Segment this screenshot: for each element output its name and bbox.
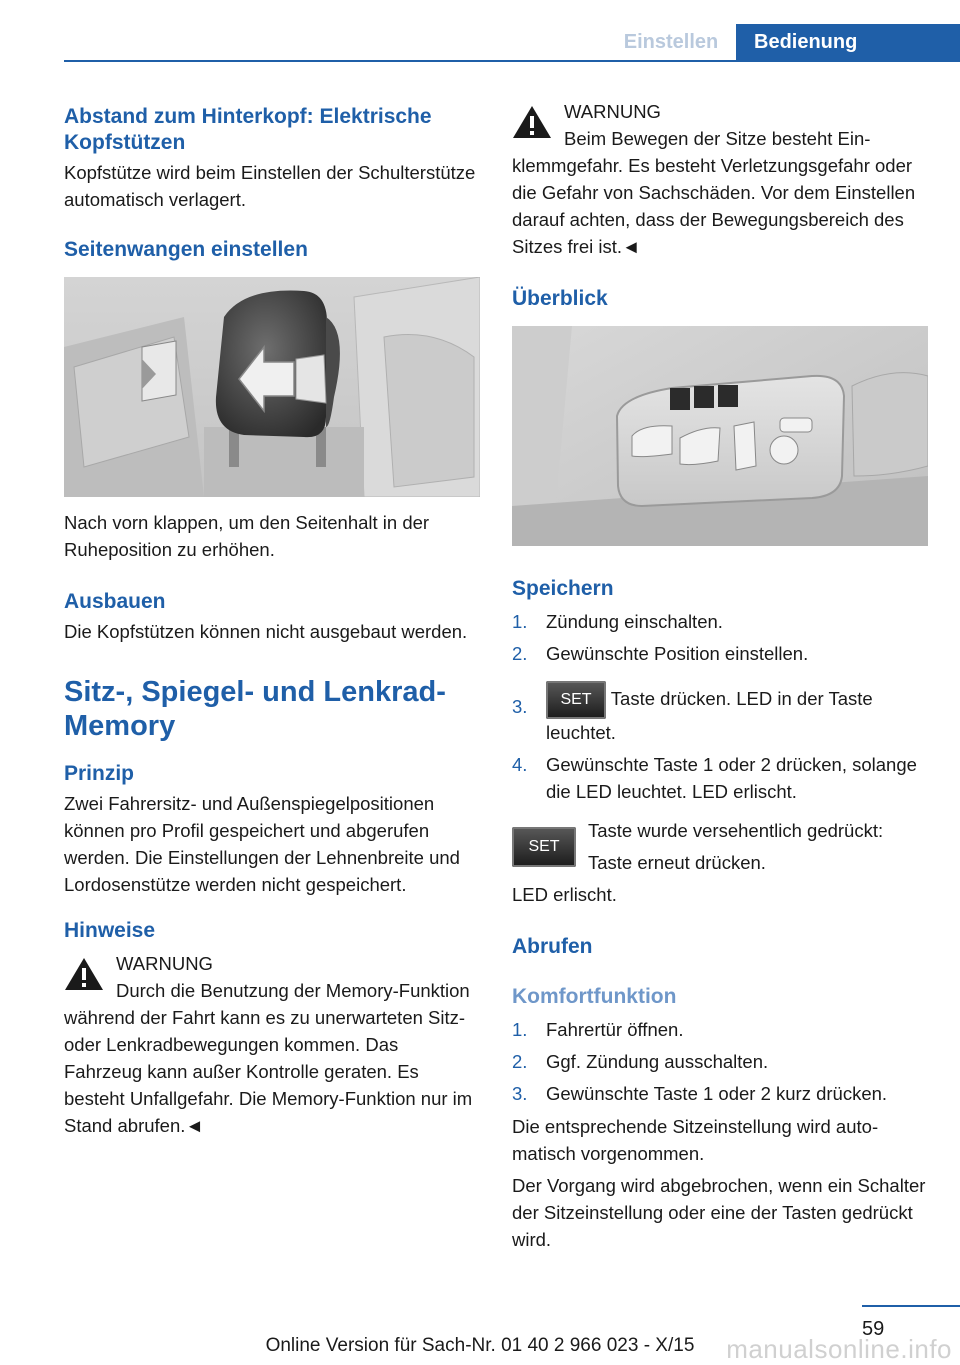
set-button-icon: SET [512,827,576,867]
list-number: 2. [512,643,528,664]
speichern-steps [512,608,928,805]
heading-seitenwangen: Seitenwangen einstellen [64,238,308,261]
paragraph-klappen: Nach vorn klappen, um den Seitenhalt in der Ruheposition zu erhöhen. [64,512,430,560]
warning-title: WARNUNG [564,101,661,122]
list-item [512,751,928,805]
list-item [512,640,928,667]
watermark: manualsonline.info [726,1334,952,1364]
list-number: 3. [512,1083,528,1104]
list-item [512,608,928,635]
header-rule [64,60,960,62]
note-line-3: LED erlischt. [512,884,617,905]
heading-memory: Sitz-, Spiegel- und Lenkrad-Memory [64,676,446,742]
list-item [512,1080,928,1107]
footer-rule [862,1305,960,1307]
heading-hinweise: Hinweise [64,919,156,942]
list-text: Zündung einschalten. [546,611,723,632]
warning-text-body: Beim Bewegen der Sitze besteht Einklemmgefahr. Es besteht Verletzungsgefahr oder die Gefahr von Sachschäden. Vor dem Einstellen darauf achten, dass der Bewegungsbereich des Sitzes frei ist.◄ [512,128,916,257]
tab-einstellen[interactable]: Einstellen [623,31,719,53]
list-text: Ggf. Zündung ausschalten. [546,1051,769,1072]
warning-icon [64,956,104,992]
online-version-text: Online Version für Sach-Nr. 01 40 2 966 023 - X/15 [265,1335,695,1356]
note-set [512,817,928,879]
list-number: 2. [512,1051,528,1072]
warning-text [512,125,928,260]
list-item [512,681,928,746]
list-text: Fahrertür öffnen. [546,1019,684,1040]
warning-memory [64,950,480,1139]
headrest-illustration [64,277,480,497]
note-line-2: Taste erneut drücken. [588,852,766,873]
list-number: 3. [512,696,528,717]
heading-speichern: Speichern [512,577,614,600]
heading-abrufen: Abrufen [512,935,593,958]
list-text: Gewünschte Taste 1 oder 2 drücken, solange die LED leuchtet. LED erlischt. [546,754,917,802]
note-line-1: Taste wurde versehentlich gedrückt: [588,820,884,841]
paragraph-ausbauen: Die Kopfstützen können nicht ausgebaut werden. [64,621,468,642]
heading-komfortfunktion: Komfortfunktion [512,985,677,1008]
heading-ausbauen: Ausbauen [64,590,166,613]
heading-abstand: Abstand zum Hinterkopf: Elektrische Kopfstützen [64,105,432,154]
warning-text-body: Durch die Benutzung der Memory-Funktion während der Fahrt kann es zu unerwarteten Sitz- oder Lenkradbewegungen kommen. Das Fahrzeug kann außer Kontrolle geraten. Es besteht Unfallgefahr. Die Memory-Funktion nur im Stand abrufen.◄ [64,980,473,1136]
right-column [512,101,928,1253]
left-column [64,104,480,1139]
list-text: Gewünschte Position einstellen. [546,643,809,664]
list-text: Gewünschte Taste 1 oder 2 kurz drücken. [546,1083,888,1104]
list-number: 1. [512,1019,528,1040]
paragraph-prinzip: Zwei Fahrersitz- und Außenspiegelpositionen können pro Profil gespeichert und abgerufen werden. Die Einstellungen der Lehnenbreite und Lordosenstütze werden nicht gespeichert. [64,793,460,895]
warning-icon [512,104,552,140]
warning-seats [512,98,928,260]
list-item [512,1016,928,1043]
page-header [0,0,960,62]
page-number: 59 [862,1318,885,1340]
tab-bedienung[interactable]: Bedienung [736,24,960,61]
list-number: 4. [512,754,528,775]
komfort-steps [512,1016,928,1107]
paragraph-abstand: Kopfstütze wird beim Einstellen der Schulterstütze automatisch verlagert. [64,162,476,210]
heading-prinzip: Prinzip [64,762,135,785]
list-text: Taste drücken. LED in der Taste leuchtet. [546,687,873,743]
warning-text [64,977,480,1139]
heading-ueberblick: Überblick [512,287,608,310]
list-item [512,1048,928,1075]
list-number: 1. [512,611,528,632]
seat-controls-illustration [512,326,928,546]
set-button-icon: SET [546,681,606,719]
paragraph-auto: Die entsprechende Sitzeinstellung wird automatisch vorgenommen. [512,1116,879,1164]
warning-title: WARNUNG [116,953,213,974]
paragraph-abbruch: Der Vorgang wird abgebrochen, wenn ein Schalter der Sitzeinstellung oder eine der Tasten gedrückt wird. [512,1175,926,1250]
